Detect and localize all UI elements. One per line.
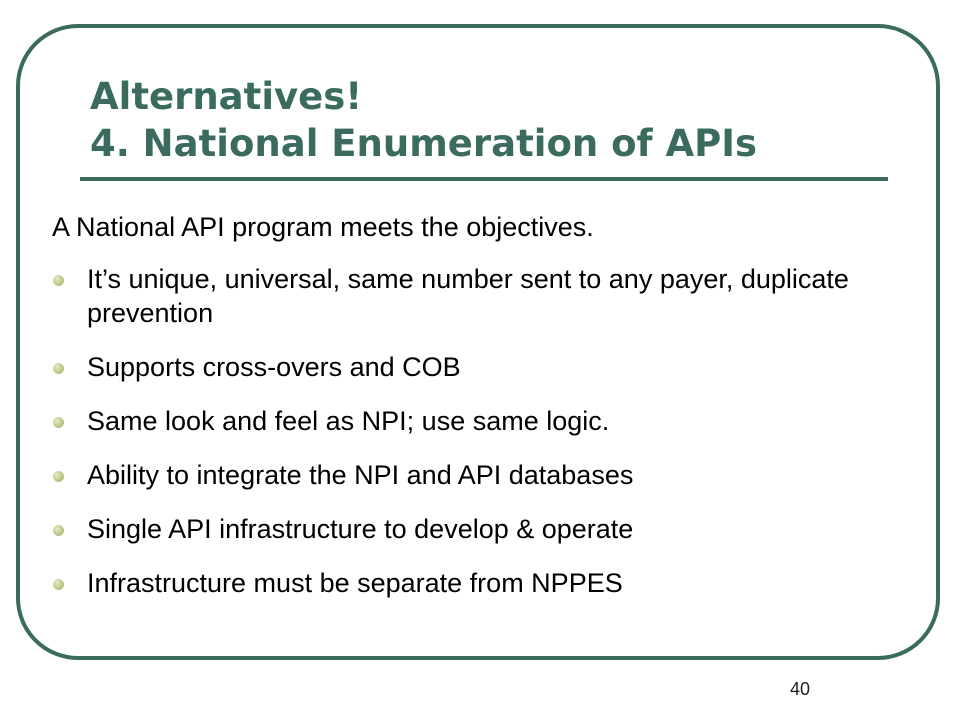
bullet-text: Infrastructure must be separate from NPPES bbox=[87, 568, 623, 598]
bullet-icon bbox=[53, 525, 64, 536]
title-underline bbox=[80, 177, 888, 181]
bullet-icon bbox=[53, 417, 64, 428]
bullet-icon bbox=[53, 363, 64, 374]
list-item bbox=[52, 404, 892, 438]
bullet-text: Ability to integrate the NPI and API databases bbox=[87, 460, 634, 490]
bullet-list bbox=[52, 262, 892, 620]
list-item bbox=[52, 262, 892, 330]
bullet-icon bbox=[53, 579, 64, 590]
list-item bbox=[52, 566, 892, 600]
title-line-2: 4. National Enumeration of APIs bbox=[90, 122, 758, 165]
intro-text: A National API program meets the objectives. bbox=[52, 212, 594, 242]
bullet-text: It’s unique, universal, same number sent to any payer, duplicate prevention bbox=[87, 264, 849, 328]
list-item bbox=[52, 458, 892, 492]
bullet-text: Supports cross-overs and COB bbox=[87, 352, 461, 382]
bullet-icon bbox=[53, 471, 64, 482]
bullet-text: Same look and feel as NPI; use same logic. bbox=[87, 406, 610, 436]
page-number: 40 bbox=[790, 679, 811, 699]
bullet-icon bbox=[53, 275, 64, 286]
bullet-text: Single API infrastructure to develop & operate bbox=[87, 514, 634, 544]
slide-title bbox=[90, 73, 910, 167]
title-line-1: Alternatives! bbox=[90, 75, 363, 118]
list-item bbox=[52, 350, 892, 384]
list-item bbox=[52, 512, 892, 546]
